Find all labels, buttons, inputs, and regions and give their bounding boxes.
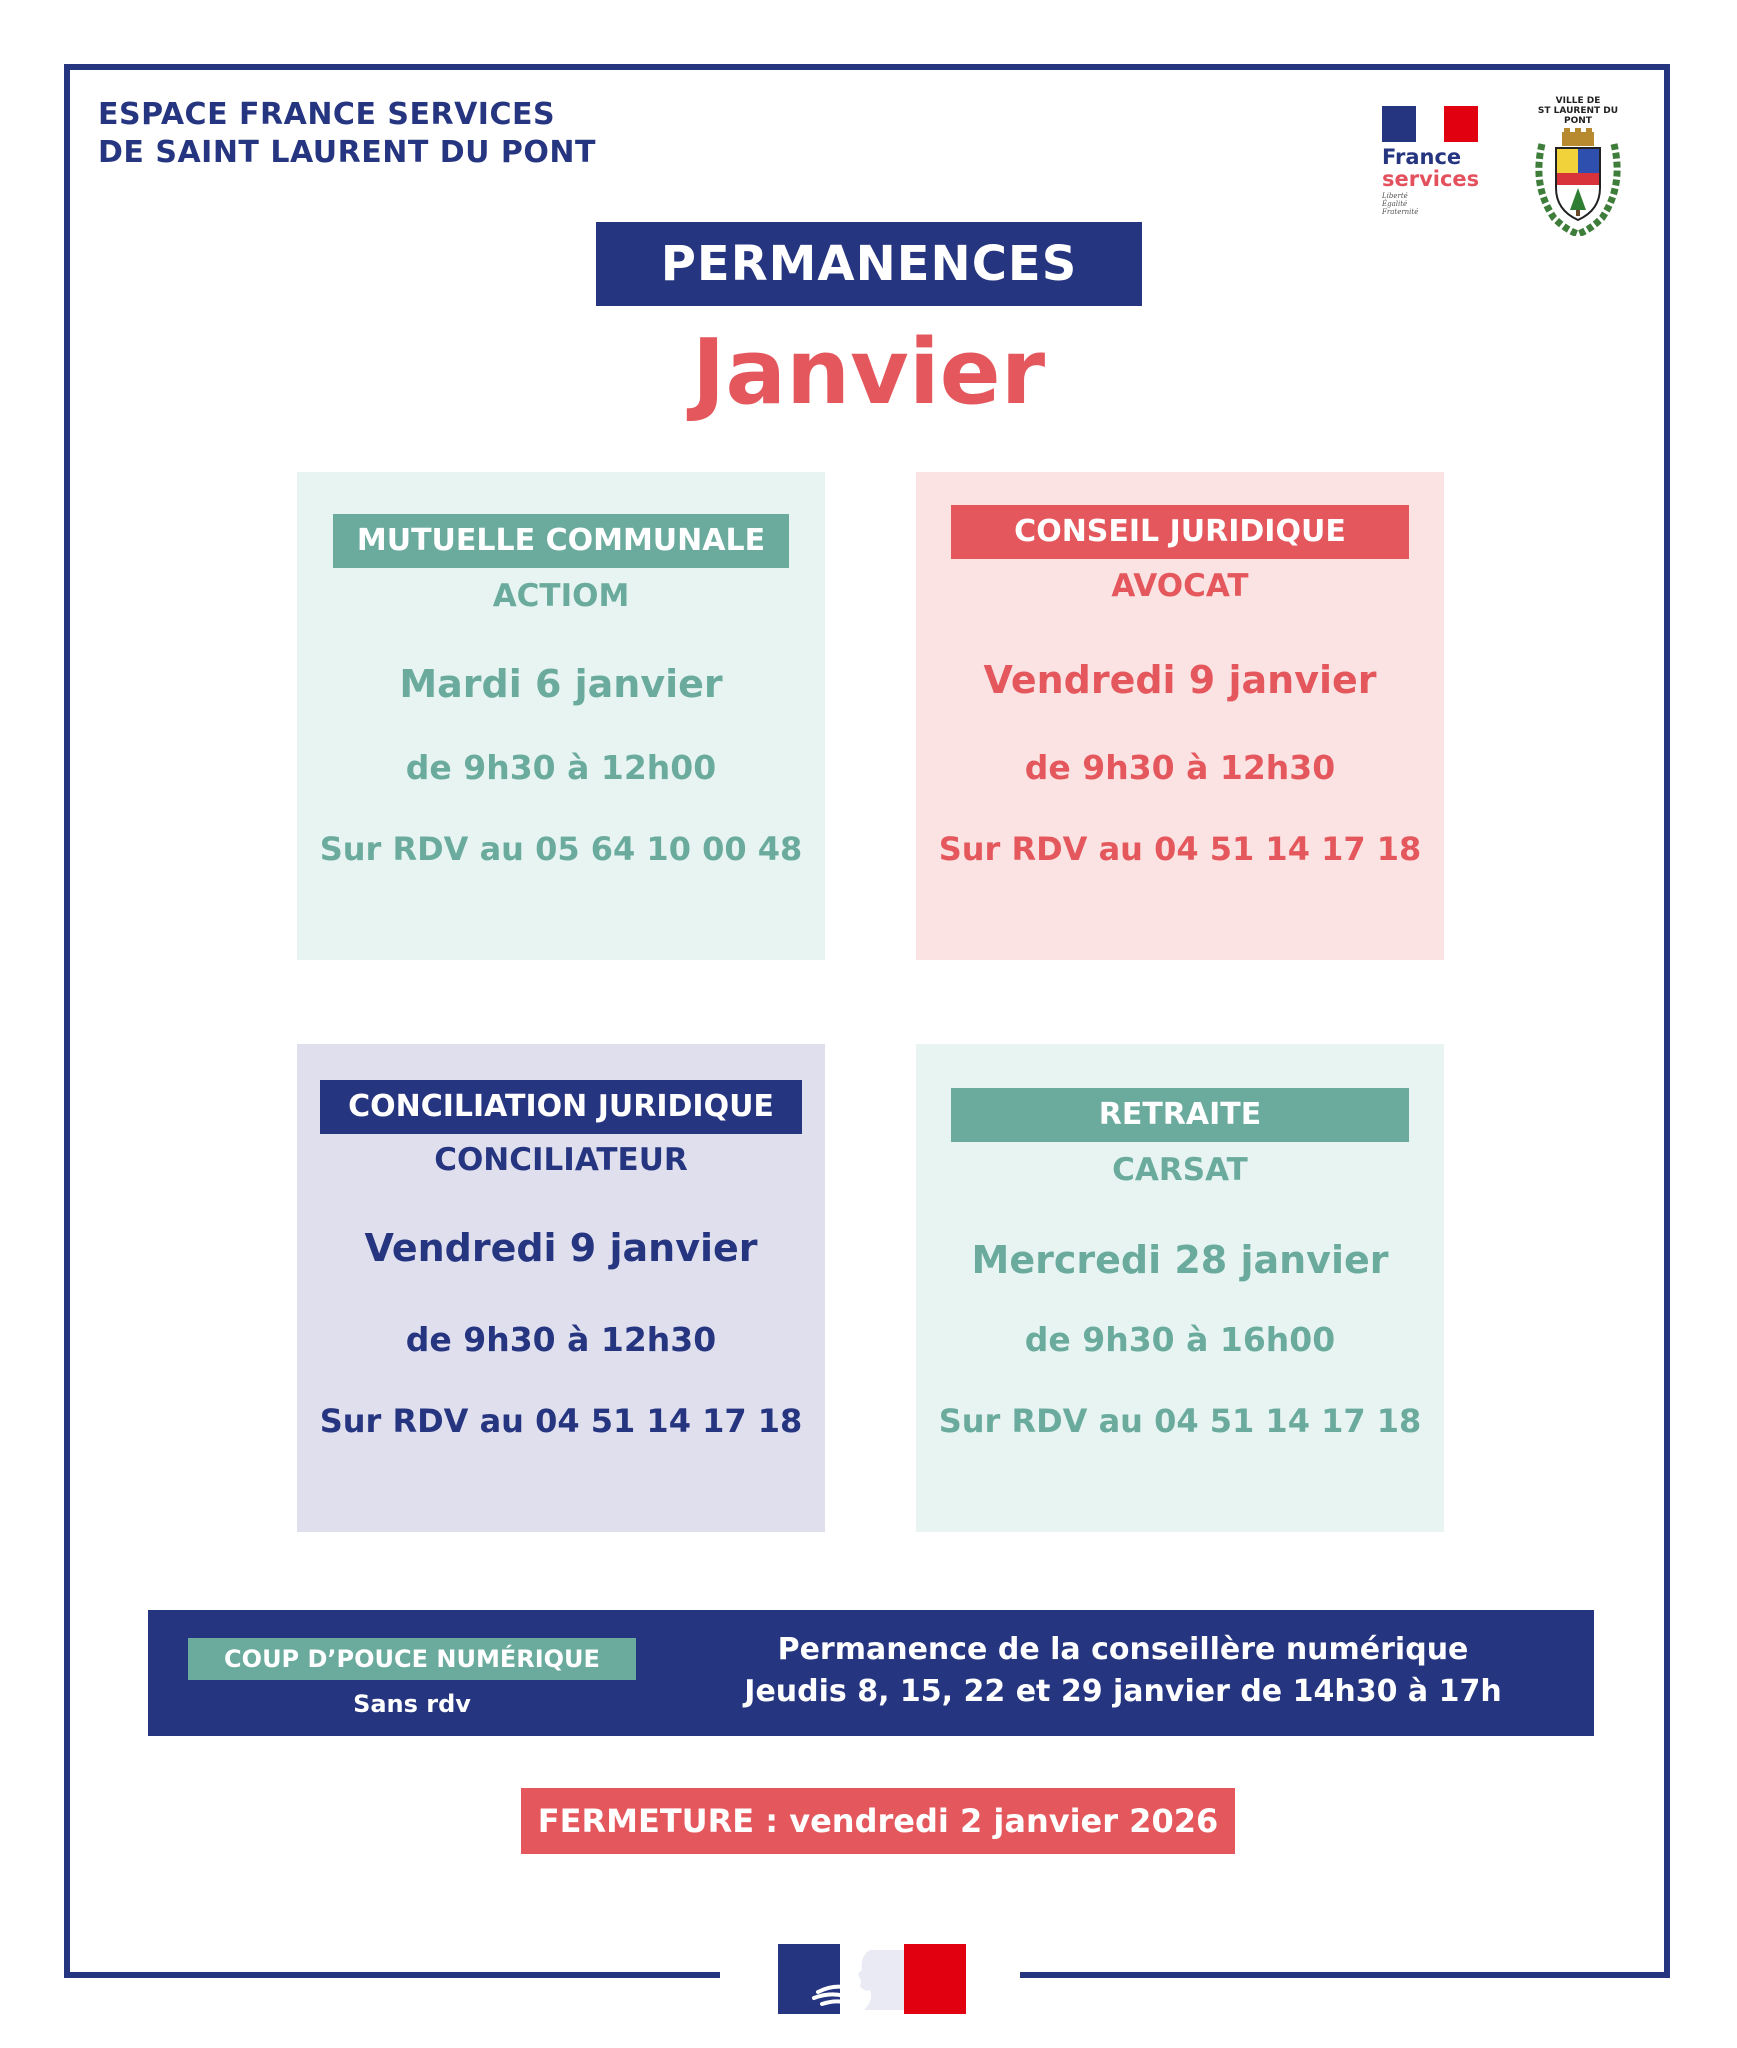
marianne-flag-icon bbox=[778, 1944, 966, 2014]
france-services-logo bbox=[1382, 106, 1482, 226]
card-retraite bbox=[916, 1044, 1444, 1532]
card-phone: Sur RDV au 04 51 14 17 18 bbox=[938, 1402, 1422, 1440]
numeric-tag: COUP D’POUCE NUMÉRIQUE bbox=[188, 1638, 636, 1680]
numeric-sub: Sans rdv bbox=[353, 1690, 471, 1718]
card-tag: MUTUELLE COMMUNALE bbox=[333, 514, 789, 568]
month-heading: Janvier bbox=[691, 320, 1046, 425]
closure-notice: FERMETURE : vendredi 2 janvier 2026 bbox=[521, 1788, 1235, 1854]
header-line-2: DE SAINT LAURENT DU PONT bbox=[98, 135, 596, 170]
card-subtitle: ACTIOM bbox=[492, 578, 630, 614]
card-mutuelle bbox=[297, 472, 825, 960]
coat-of-arms-icon bbox=[1528, 126, 1628, 236]
numeric-line-1: Permanence de la conseillère numérique bbox=[777, 1632, 1469, 1667]
page-title: PERMANENCES bbox=[596, 222, 1142, 306]
card-tag: RETRAITE bbox=[951, 1088, 1409, 1142]
card-conciliation bbox=[297, 1044, 825, 1532]
card-tag: CONSEIL JURIDIQUE bbox=[951, 505, 1409, 559]
logo-title-services: services bbox=[1382, 167, 1480, 191]
card-date: Mardi 6 janvier bbox=[399, 662, 723, 706]
card-phone: Sur RDV au 05 64 10 00 48 bbox=[319, 830, 803, 868]
card-subtitle: AVOCAT bbox=[1111, 568, 1249, 604]
crest-caption-2: ST LAURENT DU PONT bbox=[1537, 106, 1619, 126]
card-date: Mercredi 28 janvier bbox=[971, 1238, 1389, 1282]
card-time: de 9h30 à 12h30 bbox=[405, 1320, 717, 1359]
numeric-line-2: Jeudis 8, 15, 22 et 29 janvier de 14h30 à 17h bbox=[744, 1674, 1502, 1709]
card-phone: Sur RDV au 04 51 14 17 18 bbox=[319, 1402, 803, 1440]
card-subtitle: CONCILIATEUR bbox=[434, 1142, 688, 1178]
crest-caption-1: VILLE DE bbox=[1555, 96, 1601, 106]
card-tag: CONCILIATION JURIDIQUE bbox=[320, 1080, 802, 1134]
card-date: Vendredi 9 janvier bbox=[364, 1226, 758, 1270]
card-phone: Sur RDV au 04 51 14 17 18 bbox=[938, 830, 1422, 868]
logo-title-france: France bbox=[1382, 145, 1462, 169]
card-conseil-juridique bbox=[916, 472, 1444, 960]
card-time: de 9h30 à 16h00 bbox=[1024, 1320, 1336, 1359]
tricolor-flag-icon bbox=[1382, 106, 1478, 142]
card-time: de 9h30 à 12h00 bbox=[405, 748, 717, 787]
card-date: Vendredi 9 janvier bbox=[983, 658, 1377, 702]
site-header bbox=[98, 96, 596, 172]
numeric-help-banner bbox=[148, 1610, 1594, 1736]
town-crest bbox=[1528, 96, 1628, 230]
header-line-1: ESPACE FRANCE SERVICES bbox=[98, 97, 556, 132]
republic-motto: Liberté Égalité Fraternité bbox=[1382, 192, 1419, 216]
card-time: de 9h30 à 12h30 bbox=[1024, 748, 1336, 787]
card-subtitle: CARSAT bbox=[1112, 1152, 1248, 1188]
